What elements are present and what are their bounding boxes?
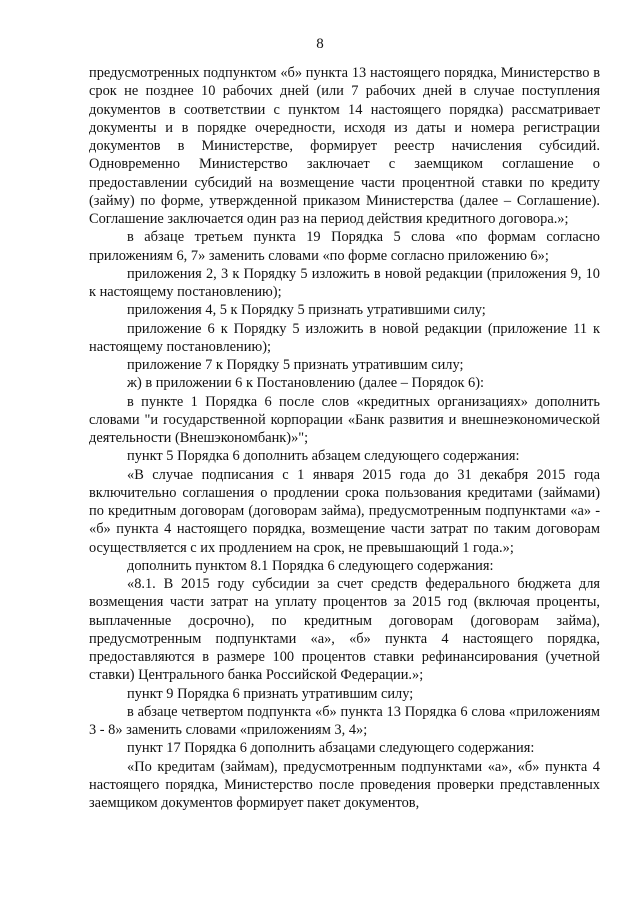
paragraph: приложение 7 к Порядку 5 признать утратившим силу; [127, 357, 464, 373]
paragraph: пункт 17 Порядка 6 дополнить абзацами следующего содержания: [127, 740, 535, 757]
paragraph: в пункте 1 Порядка 6 после слов «кредитных организациях» дополнить словами "и государственной корпорации «Банк развития и внешнеэкономической деятельности (Внешэкономбанк)»"; [89, 393, 600, 446]
paragraph: «8.1. В 2015 году субсидии за счет средств федерального бюджета для возмещения части затрат на уплату процентов за 2015 год (включая проценты, выплаченные досрочно), по кредитным договорам (договорам займа), предусмотренным подпунктами «а», «б» пункта 4 настоящего порядка, предоставляются в размере 100 процентов ставки рефинансирования (учетной ставки) Центрального банка Российской Федерации.»; [89, 576, 600, 684]
paragraph: в абзаце четвертом подпункта «б» пункта 13 Порядка 6 слова «приложениям 3 - 8» заменить словами «приложениям 3, 4»; [89, 703, 600, 738]
paragraph: приложения 2, 3 к Порядку 5 изложить в новой редакции (приложения 9, 10 к настоящему постановлению); [89, 265, 600, 300]
paragraph: «В случае подписания с 1 января 2015 года до 31 декабря 2015 года включительно соглашения о продлении срока пользования кредитами (займами) по кредитным договорам (договорам займа), предусмотренным подпунктами «а» - «б» пункта 4 настоящего порядка, возмещение части затрат по таким договорам осуществляется с их продлением на срок, не превышающий 1 года.»; [89, 466, 600, 556]
paragraph: приложения 4, 5 к Порядку 5 признать утратившими силу; [127, 302, 486, 319]
paragraph: пункт 9 Порядка 6 признать утратившим силу; [127, 685, 414, 702]
paragraph: приложение 6 к Порядку 5 изложить в новой редакции (приложение 11 к настоящему постановлению); [89, 320, 600, 355]
paragraph: предусмотренных подпунктом «б» пункта 13 настоящего порядка, Министерство в срок не позднее 10 рабочих дней (или 7 рабочих дней в случае поступления документов в соответствии с пунктом 14 настоящего порядка) рассматривает документы и в порядке очередности, исходя из даты и номера регистрации документов в Министерстве, формирует реестр начисления субсидий. Одновременно Министерство заключает с заемщиком соглашение о предоставлении субсидий на возмещение части процентной ставки по кредиту (займу) по форме, утвержденной приказом Министерства (далее – Соглашение). Соглашение заключается один раз на период действия кредитного договора.»; [89, 65, 600, 227]
paragraph: в абзаце третьем пункта 19 Порядка 5 слова «по формам согласно приложениям 6, 7» заменить словами «по форме согласно приложению 6»; [89, 229, 600, 264]
paragraph: пункт 5 Порядка 6 дополнить абзацем следующего содержания: [127, 448, 520, 465]
paragraph: «По кредитам (займам), предусмотренным подпунктами «а», «б» пункта 4 настоящего порядка, Министерство после проведения проверки представленных заемщиком документов формирует пакет документов, [89, 758, 600, 811]
paragraph: дополнить пунктом 8.1 Порядка 6 следующего содержания: [127, 557, 494, 574]
paragraph: ж) в приложении 6 к Постановлению (далее – Порядок 6): [127, 375, 485, 392]
document-body [89, 64, 600, 812]
page-number: 8 [316, 36, 324, 52]
